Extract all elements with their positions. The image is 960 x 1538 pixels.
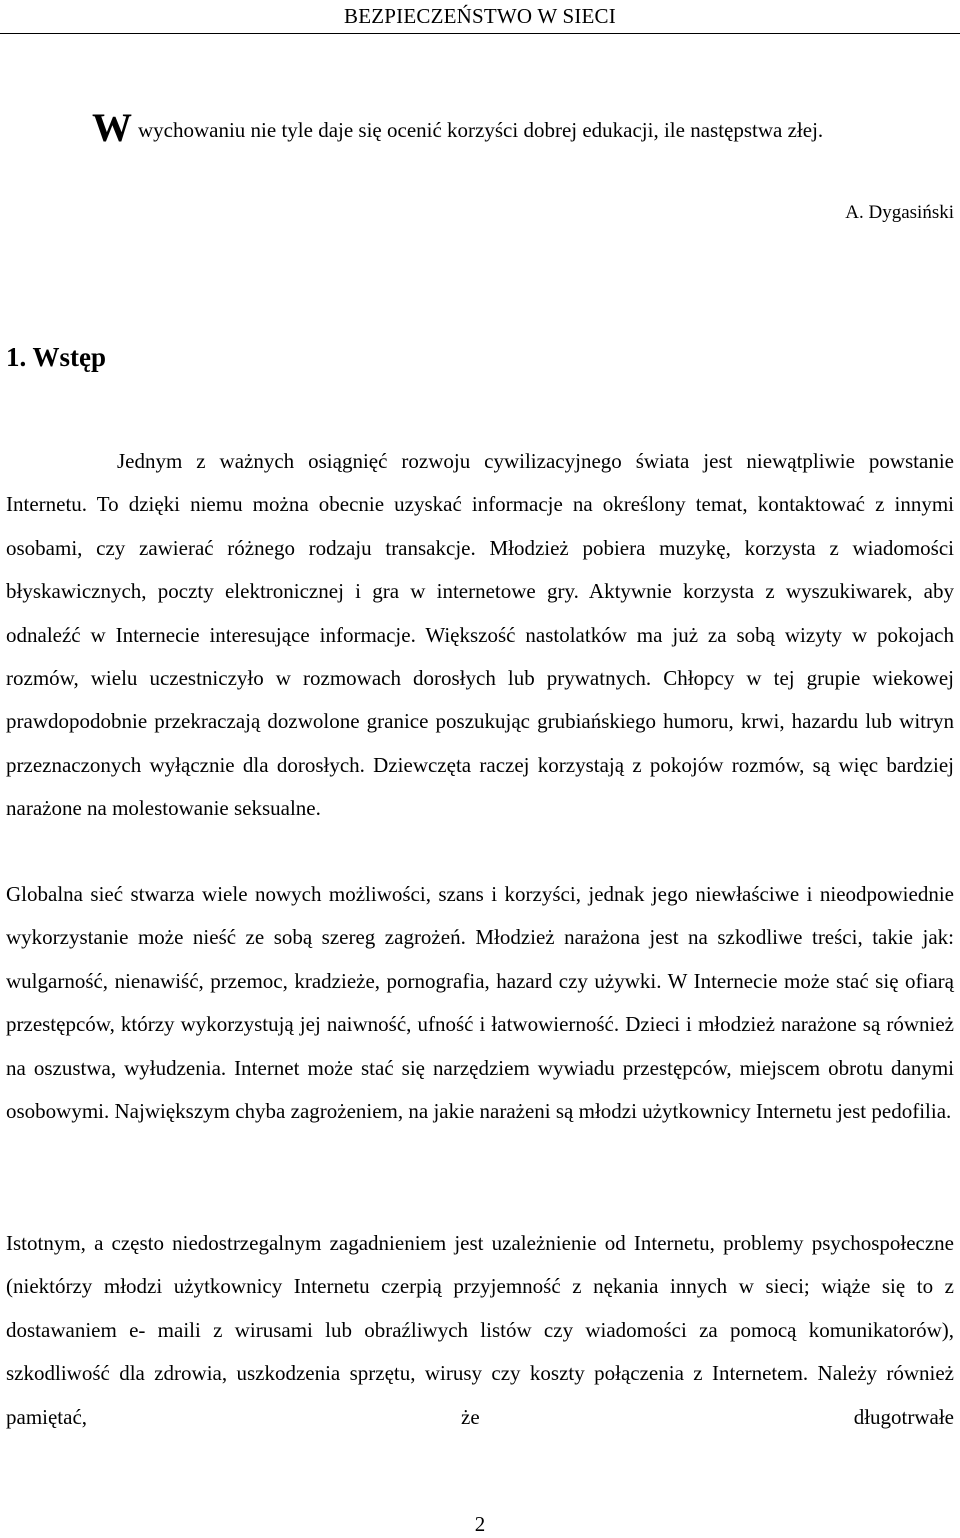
motto-quote [92,106,823,152]
header-rule [0,33,960,34]
motto-text: wychowaniu nie tyle daje się ocenić korzyści dobrej edukacji, ile następstwa złej. [138,118,824,142]
paragraph-addiction: Istotnym, a często niedostrzegalnym zagadnieniem jest uzależnienie od Internetu, problemy psychospołeczne (niektórzy młodzi użytkownicy Internetu czerpią przyjemność z nękania innych w sieci; wiąże się to z dostawaniem e- maili z wirusami lub obraźliwych listów czy wiadomości za pomocą komunikatorów), szkodliwość dla zdrowia, uszkodzenia sprzętu, wirusy czy koszty połączenia z Internetem. Należy również pamiętać, że długotrwałe [6,1231,954,1429]
running-header: BEZPIECZEŃSTWO W SIECI [344,4,616,28]
paragraph-intro: Jednym z ważnych osiągnięć rozwoju cywilizacyjnego świata jest niewątpliwie powstanie Internetu. To dzięki niemu można obecnie uzyskać informacje na określony temat, kontaktować z innymi osobami, czy zawierać różnego rodzaju transakcje. Młodzież pobiera muzykę, korzysta z wiadomości błyskawicznych, poczty elektronicznej i gra w internetowe gry. Aktywnie korzysta z wyszukiwarek, aby odnaleźć w Internecie interesujące informacje. Większość nastolatków ma już za sobą wizyty w pokojach rozmów, wielu uczestniczyło w rozmowach dorosłych lub prywatnych. Chłopcy w tej grupie wiekowej prawdopodobnie przekraczają dozwolone granice poszukując grubiańskiego humoru, krwi, hazardu lub witryn przeznaczonych wyłącznie dla dorosłych. Dziewczęta raczej korzystają z pokojów rozmów, są więc bardziej narażone na molestowanie seksualne. [6,449,954,821]
motto-author: A. Dygasiński [845,202,954,223]
paragraph-threats: Globalna sieć stwarza wiele nowych możliwości, szans i korzyści, jednak jego niewłaściwe i nieodpowiednie wykorzystanie może nieść ze sobą szereg zagrożeń. Młodzież narażona jest na szkodliwe treści, takie jak: wulgarność, nienawiść, przemoc, kradzieże, pornografia, hazard czy używki. W Internecie może stać się ofiarą przestępców, którzy wykorzystują jej naiwność, ufność i łatwowierność. Dzieci i młodzież narażone są również na oszustwa, wyłudzenia. Internet może stać się narzędziem wywiadu przestępców, miejscem obrotu danymi osobowymi. Największym chyba zagrożeniem, na jakie narażeni są młodzi użytkownicy Internetu jest pedofilia. [6,882,954,1124]
motto-dropcap: W [92,105,132,150]
section-heading: 1. Wstęp [6,342,107,372]
page-number: 2 [474,1512,486,1536]
